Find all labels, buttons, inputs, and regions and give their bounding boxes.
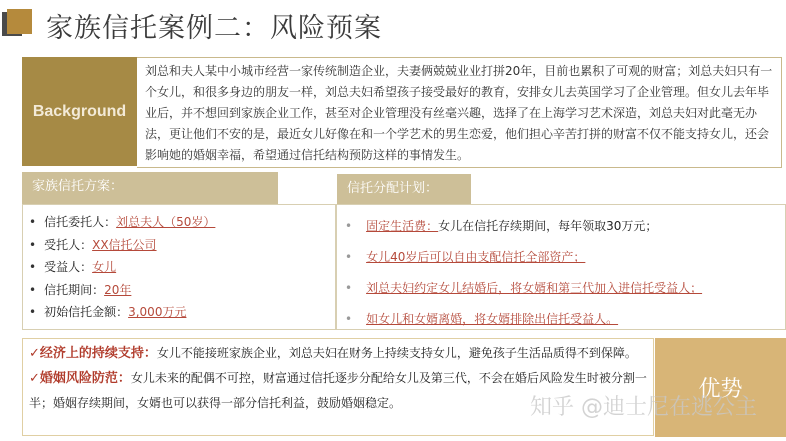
plan-item-value: 3,000万元 bbox=[128, 305, 187, 319]
distribution-item bbox=[343, 242, 785, 273]
distribution-item-highlight: 固定生活费： bbox=[366, 219, 439, 233]
plan-item bbox=[29, 279, 335, 302]
plan-header: 家族信托方案： bbox=[22, 172, 278, 204]
plan-item bbox=[29, 301, 335, 324]
advantages-box bbox=[22, 338, 654, 436]
distribution-header: 信托分配计划： bbox=[337, 174, 471, 204]
page-title: 家族信托案例二：风险预案 bbox=[46, 13, 382, 44]
distribution-box bbox=[336, 204, 786, 330]
distribution-item bbox=[343, 304, 785, 335]
plan-item-value: XX信托公司 bbox=[92, 237, 157, 252]
advantage-heading: ✓经济上的持续支持： bbox=[29, 346, 157, 361]
plan-item-label: 初始信托金额： bbox=[44, 305, 129, 319]
plan-item bbox=[29, 211, 335, 234]
background-text: 刘总和夫人某中小城市经营一家传统制造企业，夫妻俩兢兢业业打拼20年，目前也累积了可观的财富；刘总夫妇只有一个女儿，和很多身边的朋友一样，刘总夫妇希望孩子接受最好的教育，安排女儿去英国学习了企业管理。但女儿去年毕业后，并不想回到家族企业工作，甚至对企业管理没有丝毫兴趣，选择了在上海学习艺术深造，刘总夫妇对此毫无办法，更让他们不安的是，最近女儿好像在和一个学艺术的男生恋爱，他们担心辛苦打拼的财富不仅不能支持女儿，还会影响她的婚姻幸福，希望通过信托结构预防这样的事情发生。 bbox=[137, 57, 782, 168]
title-decor-gold bbox=[7, 9, 32, 34]
advantage-text: 女儿不能接班家族企业，刘总夫妇在财务上持续支持女儿，避免孩子生活品质得不到保障。 bbox=[156, 346, 637, 360]
plan-item-label: 受益人： bbox=[44, 260, 93, 274]
plan-item-label: 信托委托人： bbox=[44, 215, 117, 229]
distribution-item bbox=[343, 211, 785, 242]
plan-box bbox=[22, 204, 336, 330]
distribution-item-highlight: 如女儿和女婿离婚，将女婿排除出信托受益人。 bbox=[366, 312, 619, 326]
watermark: 知乎 @迪士尼在逃公主 bbox=[530, 395, 757, 420]
plan-item-value: 女儿 bbox=[92, 260, 117, 274]
advantage-item bbox=[29, 341, 647, 366]
advantage-text: 女儿未来的配偶不可控，财富通过信托逐步分配给女儿及第三代，不会在婚后风险发生时被分割一半；婚姻存续期间，女婿也可以获得一部分信托利益，鼓励婚姻稳定。 bbox=[29, 371, 647, 410]
plan-item-label: 信托期间： bbox=[44, 282, 105, 297]
distribution-item-highlight: 女儿40岁后可以自由支配信托全部资产； bbox=[366, 250, 586, 264]
advantage-heading: ✓婚姻风险防范： bbox=[29, 371, 131, 386]
background-label: Background bbox=[22, 57, 137, 166]
plan-item bbox=[29, 234, 335, 257]
distribution-item-text: 女儿在信托存续期间，每年领取30万元； bbox=[438, 219, 658, 233]
plan-item-value: 刘总夫人（50岁） bbox=[116, 215, 216, 229]
distribution-item-highlight: 刘总夫妇约定女儿结婚后，将女婿和第三代加入进信托受益人； bbox=[366, 281, 703, 295]
plan-item-value: 20年 bbox=[104, 282, 132, 297]
plan-item bbox=[29, 256, 335, 279]
plan-item-label: 受托人： bbox=[44, 237, 93, 252]
advantages-label: 优势 bbox=[655, 338, 786, 437]
distribution-item bbox=[343, 273, 785, 304]
